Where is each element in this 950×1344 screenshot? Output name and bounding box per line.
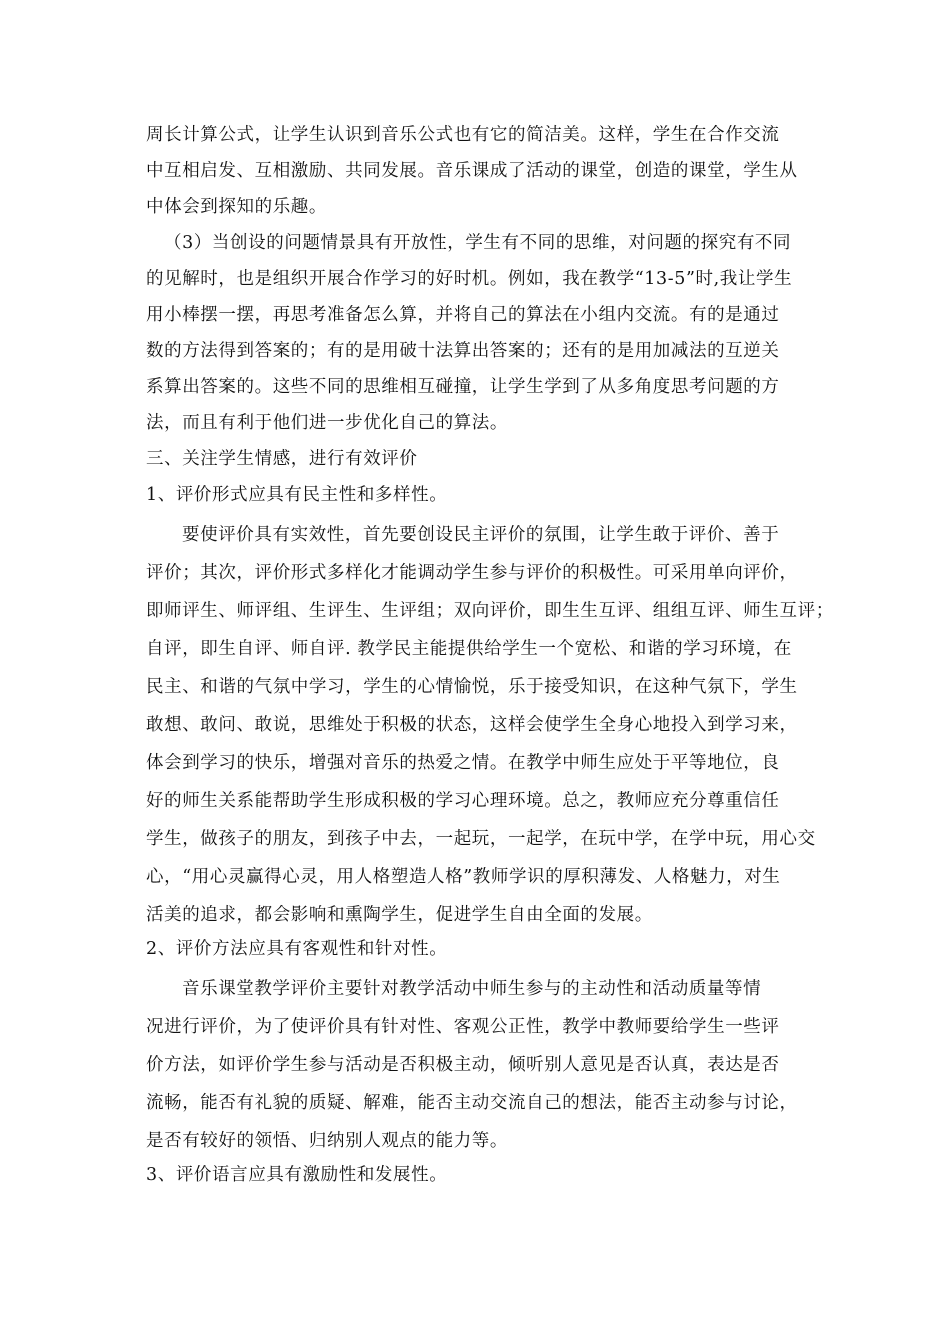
text-line: 的见解时，也是组织开展合作学习的好时机。例如，我在教学“13-5”时,我让学生 — [146, 269, 793, 289]
text-line: 况进行评价，为了使评价具有针对性、客观公正性，教学中教师要给学生一些评 — [146, 1017, 780, 1037]
text-line: 评价；其次，评价形式多样化才能调动学生参与评价的积极性。可采用单向评价， — [146, 563, 798, 583]
text-line: 流畅，能否有礼貌的质疑、解难，能否主动交流自己的想法，能否主动参与讨论， — [146, 1093, 798, 1113]
subsection-heading: 1、评价形式应具有民主性和多样性。 — [146, 485, 448, 505]
text-line: 中互相启发、互相激励、共同发展。音乐课成了活动的课堂，创造的课堂，学生从 — [146, 161, 798, 181]
text-line: 好的师生关系能帮助学生形成积极的学习心理环境。总之，教师应充分尊重信任 — [146, 791, 780, 811]
text-line: 法，而且有利于他们进一步优化自己的算法。 — [146, 413, 508, 433]
text-line: 用小棒摆一摆，再思考准备怎么算，并将自己的算法在小组内交流。有的是通过 — [146, 305, 780, 325]
text-line: 是否有较好的领悟、归纳别人观点的能力等。 — [146, 1131, 508, 1151]
text-line: 自评，即生自评、师自评. 教学民主能提供给学生一个宽松、和谐的学习环境，在 — [146, 639, 792, 659]
text-line: 学生，做孩子的朋友，到孩子中去，一起玩，一起学，在玩中学，在学中玩，用心交 — [146, 829, 816, 849]
subsection-heading: 3、评价语言应具有激励性和发展性。 — [146, 1165, 448, 1185]
subsection-heading: 2、评价方法应具有客观性和针对性。 — [146, 939, 448, 959]
text-line: 敢想、敢问、敢说，思维处于积极的状态，这样会使学生全身心地投入到学习来， — [146, 715, 798, 735]
text-line: 价方法，如评价学生参与活动是否积极主动，倾听别人意见是否认真，表达是否 — [146, 1055, 780, 1075]
text-line: 体会到学习的快乐，增强对音乐的热爱之情。在教学中师生应处于平等地位，良 — [146, 753, 780, 773]
text-line: （3）当创设的问题情景具有开放性，学生有不同的思维，对问题的探究有不同 — [164, 233, 792, 253]
section-heading: 三、关注学生情感，进行有效评价 — [146, 449, 418, 469]
text-line: 即师评生、师评组、生评生、生评组；双向评价，即生生互评、组组互评、师生互评； — [146, 601, 834, 621]
text-line: 中体会到探知的乐趣。 — [146, 197, 327, 217]
text-line: 民主、和谐的气氛中学习，学生的心情愉悦，乐于接受知识，在这种气氛下，学生 — [146, 677, 798, 697]
text-line: 音乐课堂教学评价主要针对教学活动中师生参与的主动性和活动质量等情 — [182, 979, 762, 999]
text-line: 要使评价具有实效性，首先要创设民主评价的氛围，让学生敢于评价、善于 — [182, 525, 780, 545]
text-line: 数的方法得到答案的；有的是用破十法算出答案的；还有的是用加减法的互逆关 — [146, 341, 780, 361]
text-line: 心，“用心灵赢得心灵，用人格塑造人格”教师学识的厚积薄发、人格魅力，对生 — [146, 867, 781, 887]
text-line: 系算出答案的。这些不同的思维相互碰撞，让学生学到了从多角度思考问题的方 — [146, 377, 780, 397]
text-line: 周长计算公式，让学生认识到音乐公式也有它的简洁美。这样，学生在合作交流 — [146, 125, 780, 145]
text-line: 活美的追求，都会影响和熏陶学生，促进学生自由全面的发展。 — [146, 905, 653, 925]
